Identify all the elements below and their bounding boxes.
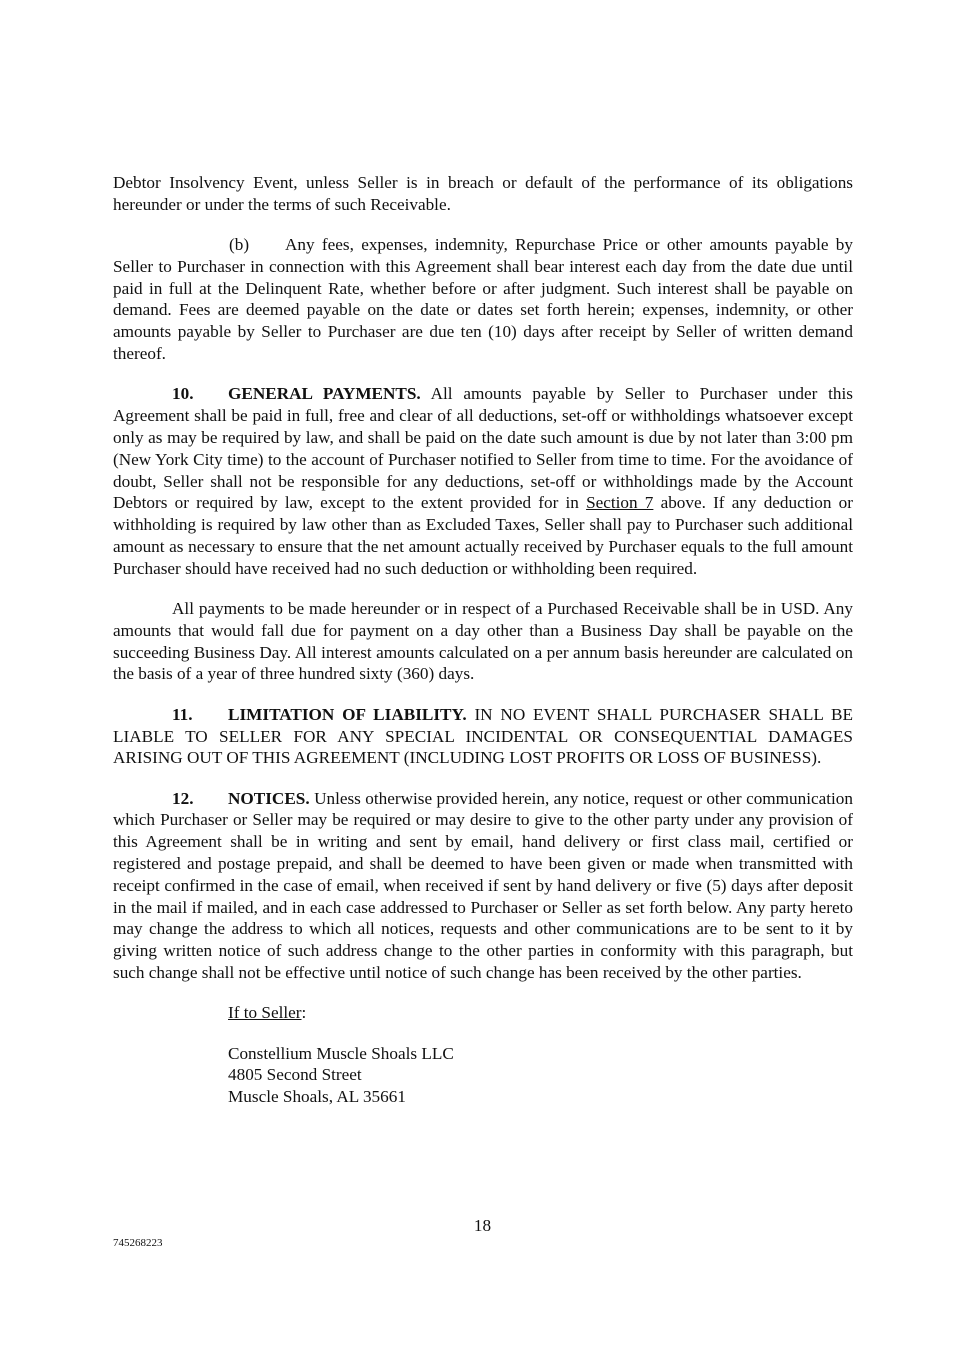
section-10	[113, 383, 853, 579]
section-12	[113, 788, 853, 984]
address-line: Constellium Muscle Shoals LLC	[228, 1043, 454, 1063]
address-label	[228, 1002, 853, 1024]
seller-address	[228, 1043, 853, 1108]
address-label-colon: :	[301, 1003, 307, 1023]
page-number: 18	[473, 1216, 492, 1235]
clause-label: (b)	[229, 235, 250, 255]
paragraph-continuation: Debtor Insolvency Event, unless Seller is in breach or default of the performance of its obligations hereunder or under the terms of such Receivable.	[113, 173, 853, 214]
section-heading: GENERAL PAYMENTS.	[228, 384, 421, 404]
section-heading: NOTICES.	[228, 788, 310, 808]
section-number: 10.	[172, 384, 194, 404]
section-7-link[interactable]: Section 7	[586, 493, 654, 513]
section-11	[113, 704, 853, 769]
section-text: Unless otherwise provided herein, any notice, request or other communication which Purchaser or Seller may be required or may desire to give to the other party under any provision of this Agreement shall be in writing and sent by email, hand delivery or first class mail, certified or registered and postage prepaid, and shall be deemed to have been given or made when transmitted with receipt confirmed in the case of email, when received if sent by hand delivery or five (5) days after deposit in the mail if mailed, and in each case addressed to Purchaser or Seller as set forth below. Any party hereto may change the address to which all notices, requests and other communications are to be sent to it by giving written notice of such address change to the other parties in conformity with this paragraph, but such change shall not be effective until notice of such change has been received by the other parties.	[113, 788, 853, 982]
section-heading: LIMITATION OF LIABILITY.	[228, 704, 467, 724]
document-body	[113, 172, 853, 1108]
section-number: 11.	[172, 704, 193, 724]
section-10-paragraph-2: All payments to be made hereunder or in respect of a Purchased Receivable shall be in USD. Any amounts that would fall due for payment on a day other than a Business Day shall be payable on the succeeding Business Day. All interest amounts calculated on a per annum basis hereunder are calculated on the basis of a year of three hundred sixty (360) days.	[113, 599, 853, 684]
section-text: All amounts payable by Seller to Purchaser under this Agreement shall be paid in full, free and clear of all deductions, set-off or withholdings whatsoever except only as may be required by law, and shall be paid on the date such amount is due by not later than 3:00 pm (New York City time) to the account of Purchaser notified to Seller from time to time. For the avoidance of doubt, Seller shall not be responsible for any deductions, set-off or withholdings made by the Account Debtors or required by law, except to the extent provided for in	[113, 384, 853, 513]
paragraph-9b	[113, 234, 853, 365]
section-text: IN NO EVENT SHALL PURCHASER SHALL BE LIABLE TO SELLER FOR ANY SPECIAL INCIDENTAL OR CONSEQUENTIAL DAMAGES ARISING OUT OF THIS AGREEMENT (INCLUDING LOST PROFITS OR LOSS OF BUSINESS).	[113, 704, 853, 768]
address-line: 4805 Second Street	[228, 1065, 362, 1085]
address-line: Muscle Shoals, AL 35661	[228, 1087, 406, 1107]
document-id: 745268223	[113, 1237, 163, 1249]
section-text: above. If any deduction or withholding is required by law other than as Excluded Taxes, Seller shall pay to Purchaser such additional amount as necessary to ensure that the net amount actually received by Purchaser equals to the full amount Purchaser should have received had no such deduction or withholding been required.	[113, 493, 853, 578]
clause-text: Any fees, expenses, indemnity, Repurchase Price or other amounts payable by Seller to Purchaser in connection with this Agreement shall bear interest each day from the date due until paid in full at the Delinquent Rate, whether before or after judgment. Such interest shall be payable on demand. Fees are deemed payable on the date or dates set forth herein; expenses, indemnity, or other amounts payable by Seller to Purchaser are due ten (10) days after receipt by Seller of written demand thereof.	[113, 235, 853, 364]
section-number: 12.	[172, 788, 194, 808]
address-label-text: If to Seller	[228, 1003, 302, 1023]
